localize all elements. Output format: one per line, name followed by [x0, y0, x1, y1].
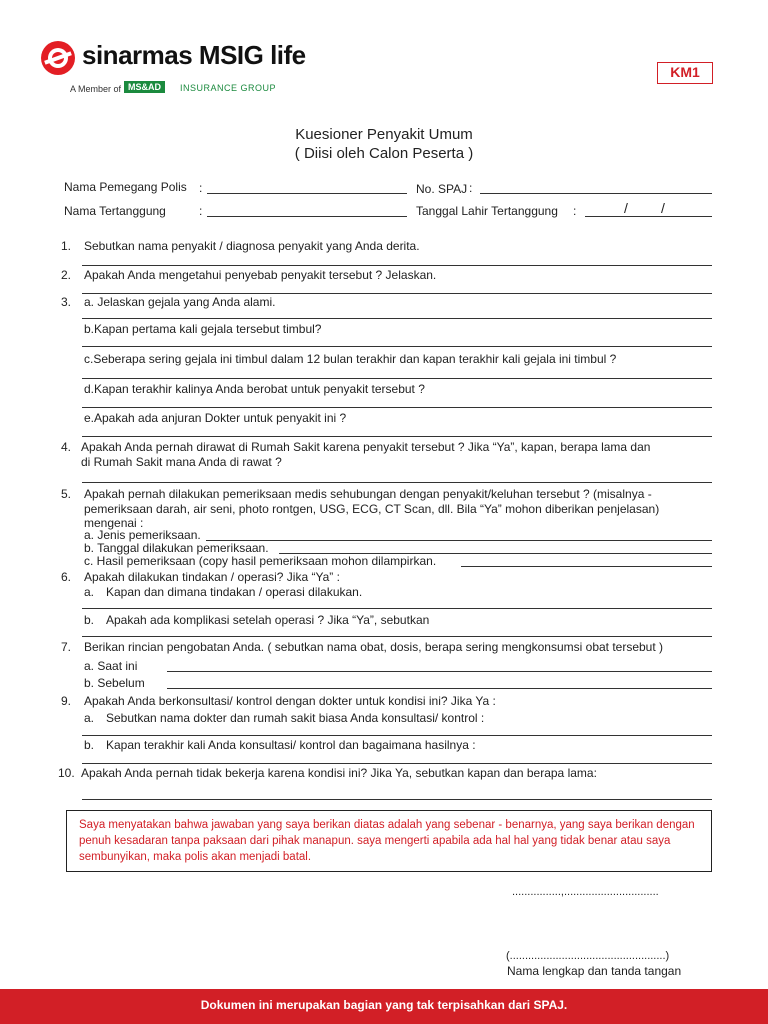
q1-answer-line[interactable] — [82, 265, 712, 266]
q9a-answer-line[interactable] — [82, 735, 712, 736]
q7a-text: a. Saat ini — [84, 659, 138, 673]
dob-label: Tanggal Lahir Tertanggung — [416, 204, 558, 218]
q2-answer-line[interactable] — [82, 293, 712, 294]
q9b-answer-line[interactable] — [82, 763, 712, 764]
dob-field[interactable] — [585, 216, 712, 217]
form-code-badge: KM1 — [657, 62, 713, 84]
policy-holder-label: Nama Pemegang Polis — [64, 180, 187, 194]
q3c-answer-line[interactable] — [82, 378, 712, 379]
colon: : — [573, 204, 577, 218]
q3a-text: a. Jelaskan gejala yang Anda alami. — [84, 295, 276, 309]
q9b-text: Kapan terakhir kali Anda konsultasi/ kontrol dan bagaimana hasilnya : — [106, 738, 476, 752]
q5c-answer-line[interactable] — [461, 566, 712, 567]
q3-number: 3. — [61, 295, 72, 309]
member-prefix: A Member of — [70, 84, 122, 94]
colon: : — [199, 204, 203, 218]
q10-number: 10. — [58, 766, 75, 780]
footer-bar — [0, 989, 768, 1024]
q7b-answer-line[interactable] — [167, 688, 712, 689]
policy-holder-field[interactable] — [207, 193, 407, 194]
q5-number: 5. — [61, 487, 72, 501]
q9-text: Apakah Anda berkonsultasi/ kontrol dengan dokter untuk kondisi ini? Jika Ya : — [84, 694, 496, 708]
q6a-mark: a. — [84, 585, 95, 599]
q7b-text: b. Sebelum — [84, 676, 145, 690]
q9-number: 9. — [61, 694, 72, 708]
q4-number: 4. — [61, 440, 72, 454]
q5b-text: b. Tanggal dilakukan pemeriksaan. — [84, 541, 269, 555]
q3d-answer-line[interactable] — [82, 407, 712, 408]
signature-field[interactable]: (...................................................) — [506, 950, 670, 962]
footer-text: Dokumen ini merupakan bagian yang tak terpisahkan dari SPAJ. — [200, 998, 568, 1012]
q9b-mark: b. — [84, 738, 95, 752]
dob-separator: / — [661, 200, 665, 216]
q1-number: 1. — [61, 239, 72, 253]
q5c-text: c. Hasil pemeriksaan (copy hasil pemeriksaan mohon dilampirkan. — [84, 554, 437, 568]
insurance-group-label: INSURANCE GROUP — [180, 83, 277, 93]
q5a-text: a. Jenis pemeriksaan. — [84, 528, 201, 542]
q6a-answer-line[interactable] — [82, 608, 712, 609]
q3e-answer-line[interactable] — [82, 436, 712, 437]
q6a-text: Kapan dan dimana tindakan / operasi dilakukan. — [106, 585, 363, 599]
declaration-box — [66, 810, 712, 872]
msad-logo: MS&AD — [124, 81, 165, 93]
q7a-answer-line[interactable] — [167, 671, 712, 672]
q4-answer-line[interactable] — [82, 482, 712, 483]
q9a-text: Sebutkan nama dokter dan rumah sakit biasa Anda konsultasi/ kontrol : — [106, 711, 485, 725]
q5-text-line1: Apakah pernah dilakukan pemeriksaan medis sehubungan dengan penyakit/keluhan tersebut ? (misalnya - — [84, 487, 652, 501]
q3b-answer-line[interactable] — [82, 346, 712, 347]
q3c-text: c.Seberapa sering gejala ini timbul dalam 12 bulan terakhir dan kapan terakhir kali gejala ini timbul ? — [84, 352, 617, 366]
insured-name-label: Nama Tertanggung — [64, 204, 166, 218]
q5-text-line3: mengenai : — [84, 516, 144, 530]
q6b-text: Apakah ada komplikasi setelah operasi ? Jika “Ya”, sebutkan — [106, 613, 430, 627]
insured-name-field[interactable] — [207, 216, 407, 217]
form-title: Kuesioner Penyakit Umum — [295, 126, 473, 143]
q3d-text: d.Kapan terakhir kalinya Anda berobat untuk penyakit tersebut ? — [84, 382, 425, 396]
form-subtitle: ( Diisi oleh Calon Peserta ) — [294, 145, 474, 162]
q9a-mark: a. — [84, 711, 95, 725]
q2-number: 2. — [61, 268, 72, 282]
q10-answer-line[interactable] — [82, 799, 712, 800]
q4-text-line1: Apakah Anda pernah dirawat di Rumah Sakit karena penyakit tersebut ? Jika “Ya”, kapan, berapa lama dan — [81, 440, 651, 454]
signature-caption: Nama lengkap dan tanda tangan — [507, 964, 682, 978]
q10-text: Apakah Anda pernah tidak bekerja karena kondisi ini? Jika Ya, sebutkan kapan dan berapa lama: — [81, 766, 597, 780]
spaj-label: No. SPAJ — [416, 182, 468, 196]
q6b-mark: b. — [84, 613, 95, 627]
q4-text-line2: di Rumah Sakit mana Anda di rawat ? — [81, 455, 282, 469]
declaration-text: Saya menyatakan bahwa jawaban yang saya berikan diatas adalah yang sebenar - benarnya, yang saya berikan dengan penuh kesadaran tanpa paksaan dari pihak manapun. saya mengerti apabila ada hal hal yang tidak benar atau saya sembunyikan, maka polis akan menjadi batal. — [79, 819, 695, 863]
q6b-answer-line[interactable] — [82, 636, 712, 637]
q3b-text: b.Kapan pertama kali gejala tersebut timbul? — [84, 322, 322, 336]
q6-text: Apakah dilakukan tindakan / operasi? Jika “Ya” : — [84, 570, 340, 584]
q7-text: Berikan rincian pengobatan Anda. ( sebutkan nama obat, dosis, berapa sering mengkonsumsi obat tersebut ) — [84, 640, 664, 654]
q5a-answer-line[interactable] — [206, 540, 712, 541]
q3e-text: e.Apakah ada anjuran Dokter untuk penyakit ini ? — [84, 411, 347, 425]
q3a-answer-line[interactable] — [82, 318, 712, 319]
q5-text-line2: pemeriksaan darah, air seni, photo rontgen, USG, ECG, CT Scan, dll. Bila “Ya” mohon diberikan penjelasan) — [84, 502, 660, 516]
spaj-field[interactable] — [480, 193, 712, 194]
colon: : — [469, 181, 473, 195]
q1-text: Sebutkan nama penyakit / diagnosa penyakit yang Anda derita. — [84, 239, 420, 253]
place-date-field[interactable]: ................,............................... — [512, 886, 659, 898]
q6-number: 6. — [61, 570, 72, 584]
q2-text: Apakah Anda mengetahui penyebab penyakit tersebut ? Jelaskan. — [84, 268, 437, 282]
sinarmas-logo-icon — [41, 41, 75, 75]
brand-name: sinarmas MSIG life — [82, 40, 306, 70]
dob-separator: / — [624, 200, 628, 216]
colon: : — [199, 181, 203, 195]
q7-number: 7. — [61, 640, 72, 654]
